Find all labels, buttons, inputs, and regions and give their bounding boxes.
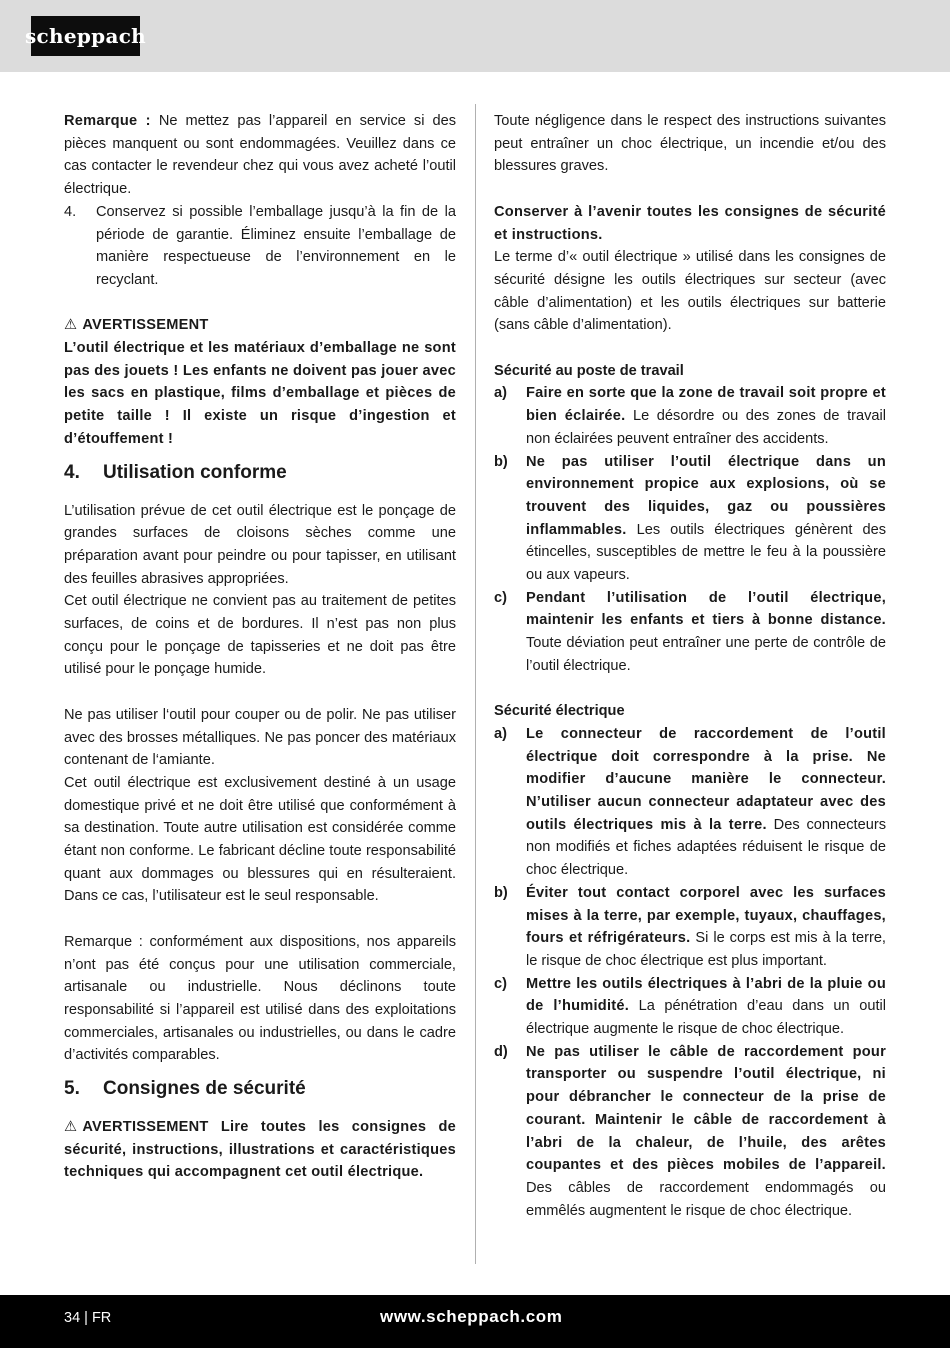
section-4-heading [64,460,456,486]
right-column [494,110,886,1222]
website-link[interactable]: www.scheppach.com [380,1307,563,1326]
list-bold-text: Éviter tout contact corporel avec les surfaces mises à la terre, par exemple, tuyaux, chauffages, fours et réfrigérateurs. [526,884,886,947]
list-marker: a) [494,385,507,402]
list-item [494,587,886,678]
header-bar [0,0,950,72]
warning-text: L’outil électrique et les matériaux d’emballage ne sont pas des jouets ! Les enfants ne doivent pas jouer avec les sacs en plastique, films d’emballage et pièces de petite taille ! Il existe un risque d’ingestion et d’étouffement ! [64,340,456,447]
work-safety-heading: Sécurité au poste de travail [494,362,684,379]
electrical-safety-heading: Sécurité électrique [494,703,625,720]
list-text [526,451,886,587]
list-text: Conservez si possible l’emballage jusqu’à la fin de la période de garantie. Éliminez ensuite l’emballage de manière respectueuse de l’environnement en le recyclant. [96,203,456,288]
brand-logo: scheppach [31,16,140,56]
remark-label: Remarque : [64,113,151,129]
section-title: Utilisation conforme [103,461,287,483]
list-bold-text: Ne pas utiliser le câble de raccordement pour transporter ou suspendre l’outil électrique, ni pour débrancher le connecteur de la prise de courant. Maintenir le câble de raccordement à l’abri de la chaleur, de l’huile, des arêtes coupantes et des pièces mobiles de l’appareil. [526,1043,886,1174]
list-marker: b) [494,884,508,901]
footer-bar [0,1295,950,1348]
list-marker: b) [494,453,508,470]
list-item-4 [64,201,456,292]
left-column [64,110,456,1184]
list-text [526,587,886,678]
list-marker: d) [494,1043,508,1060]
paragraph: Remarque : conformément aux dispositions, nos appareils n’ont pas été conçus pour une utilisation commerciale, artisanale ou industrielle. Nous déclinons toute responsabilité si l’appareil est utilisé dans des exploitations commerciales, artisanales ou industrielles, ou dans le cadre d’activités comparables. [64,933,456,1064]
list-normal-text: Le désordre ou des zones de travail non éclairées peuvent entraîner des accidents. [526,408,886,447]
list-bold-text: Mettre les outils électriques à l’abri de la pluie ou de l’humidité. [526,975,886,1015]
warning-icon: ⚠ [64,317,78,334]
list-marker: 4. [64,203,77,220]
list-marker: c) [494,975,507,992]
paragraph: Ne pas utiliser l‘outil pour couper ou de polir. Ne pas utiliser avec des brosses métalliques. Ne pas poncer des matériaux contenant de l‘amiante. [64,706,456,769]
section-number: 4. [64,461,80,483]
list-text [526,1041,886,1223]
paragraph: Cet outil électrique ne convient pas au traitement de petites surfaces, de coins et de bordures. Il n’est pas non plus conçu pour le ponçage de tapisseries et ne doit pas être utilisé pour le ponçage humide. [64,593,456,678]
intro-paragraph: Toute négligence dans le respect des instructions suivantes peut entraîner un choc électrique, un incendie et/ou des blessures graves. [494,113,886,175]
paragraph: Cet outil électrique est exclusivement destiné à un usage domestique privé et ne doit être utilisé que conformément à sa destination. Toute autre utilisation est considérée comme étant non conforme. Le fabricant décline toute responsabilité quant aux dommages ou blessures qui en résulteraient. Dans ce cas, l’utilisateur est le seul responsable. [64,774,456,905]
list-text [526,882,886,973]
keep-instructions-text: Le terme d’« outil électrique » utilisé dans les consignes de sécurité désigne les outils électriques sur secteur (avec câble d’alimentation) et les outils électriques sur batterie (sans câble d’alimentation). [494,249,886,334]
list-normal-text: Les outils électriques génèrent des étincelles, susceptibles de mettre le feu à la poussière ou aux vapeurs. [526,521,886,584]
column-divider [475,104,476,1264]
page-number: 34 | FR [64,1310,112,1326]
list-text [526,723,886,882]
list-marker: c) [494,589,507,606]
list-bold-text: Ne pas utiliser l’outil électrique dans un environnement propice aux explosions, où se trouvent des liquides, gaz ou poussières inflammables. [526,453,886,538]
section-number: 5. [64,1078,80,1100]
remark-paragraph [64,110,456,201]
list-normal-text: Des connecteurs non modifiés et fiches adaptées réduisent le risque de choc électrique. [526,816,887,879]
list-normal-text: Toute déviation peut entraîner une perte de contrôle de l’outil électrique. [526,635,886,674]
section-title: Consignes de sécurité [103,1078,306,1100]
warning-title-line [64,314,456,337]
list-item [494,723,886,882]
list-bold-text: Faire en sorte que la zone de travail soit propre et bien éclairée. [526,385,886,425]
list-item [494,382,886,450]
list-marker: a) [494,725,507,742]
list-text [526,382,886,450]
section-5-heading [64,1076,456,1102]
list-normal-text: La pénétration d’eau dans un outil électrique augmente le risque de choc électrique. [526,998,886,1038]
remark-text: Ne mettez pas l’appareil en service si des pièces manquent ou sont endommagées. Veuillez dans ce cas contacter le revendeur chez qui vous avez acheté l’outil électrique. [64,113,456,198]
list-normal-text: Si le corps est mis à la terre, le risque de choc électrique est plus important. [526,930,886,969]
list-bold-text: Pendant l’utilisation de l’outil électrique, maintenir les enfants et tiers à bonne distance. [526,589,886,629]
list-bold-text: Le connecteur de raccordement de l’outil électrique doit correspondre à la prise. Ne modifier d’aucune manière le connecteur. N’utiliser aucun connecteur adaptateur avec des outils électriques mis à la terre. [526,725,886,833]
paragraph: L’utilisation prévue de cet outil électrique est le ponçage de grandes surfaces de cloisons sèches comme une préparation avant pour peindre ou pour tapisser, en utilisant des feuilles abrasives appropriées. [64,502,456,587]
list-item [494,973,886,1041]
list-item [494,451,886,587]
list-item [494,1041,886,1223]
warning-text: AVERTISSEMENT Lire toutes les consignes de sécurité, instructions, illustrations et caractéristiques techniques qui accompagnent cet outil électrique. [64,1119,456,1181]
warning-paragraph [64,1116,456,1184]
electrical-safety-list [494,723,886,1222]
warning-icon: ⚠ [64,1119,78,1136]
list-text [526,973,886,1041]
list-item [494,882,886,973]
list-normal-text: Des câbles de raccordement endommagés ou emmêlés augmentent le risque de choc électrique. [526,1180,886,1219]
warning-title: AVERTISSEMENT [82,317,209,334]
work-safety-list [494,382,886,677]
keep-instructions-title: Conserver à l’avenir toutes les consignes de sécurité et instructions. [494,203,886,243]
